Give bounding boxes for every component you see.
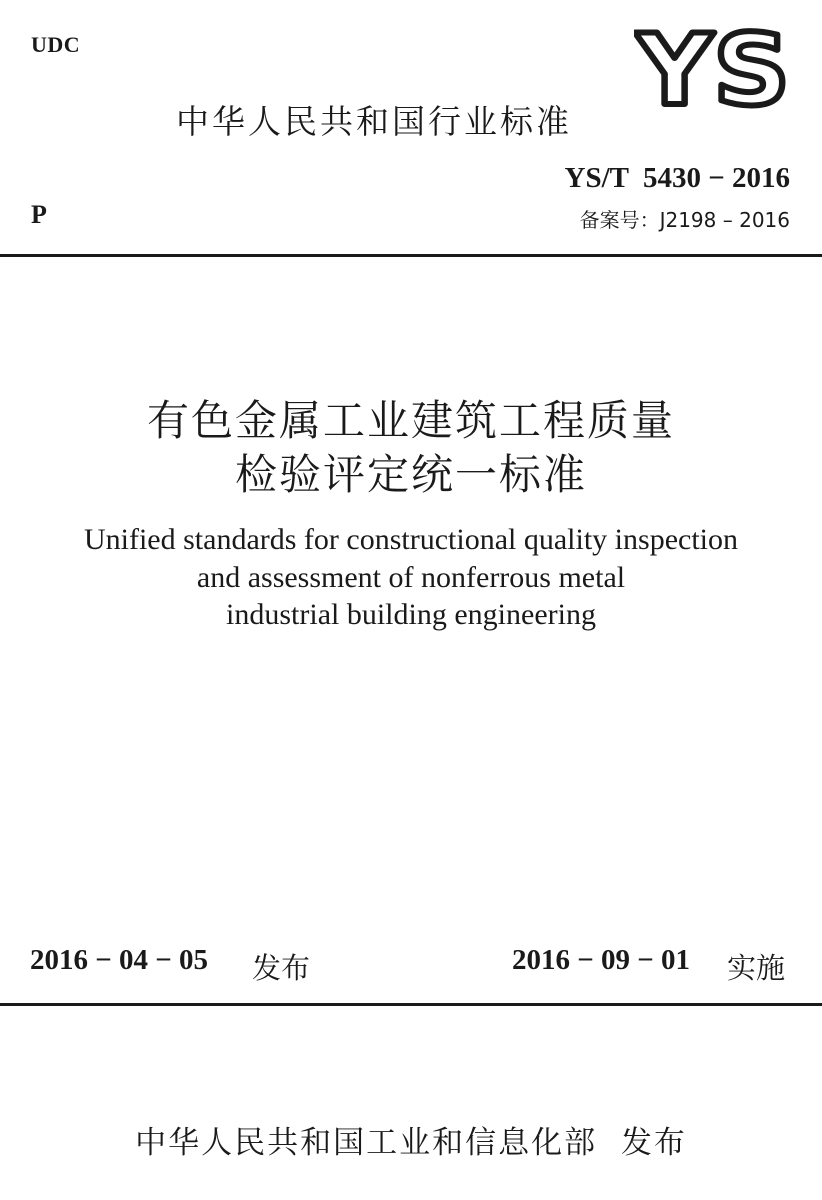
implementation-label: 实施 — [727, 951, 786, 985]
issue-date: 2016 − 04 − 05 — [30, 944, 209, 976]
title-en-line-2: and assessment of nonferrous metal — [196, 561, 626, 594]
udc-label: UDC — [31, 32, 81, 57]
classification-letter: P — [31, 200, 47, 229]
title-en-line-1: Unified standards for constructional quality inspection — [83, 523, 738, 556]
divider-bottom — [0, 1003, 822, 1006]
ys-logo-text: YS — [634, 28, 790, 110]
standard-code: YS/T 5430 − 2016 — [564, 162, 790, 194]
ys-logo — [634, 28, 792, 110]
title-en-line-3: industrial building engineering — [226, 598, 596, 631]
divider-top — [0, 254, 822, 257]
title-zh-line-2: 检验评定统一标准 — [234, 450, 587, 499]
implementation-date: 2016 − 09 − 01 — [512, 944, 691, 976]
publisher: 中华人民共和国工业和信息化部 发布 — [135, 1125, 687, 1161]
record-number: 备案号：J2198 – 2016 — [579, 208, 790, 232]
title-zh-line-1: 有色金属工业建筑工程质量 — [146, 396, 675, 445]
issue-label: 发布 — [252, 951, 311, 985]
standard-category: 中华人民共和国行业标准 — [176, 102, 572, 141]
